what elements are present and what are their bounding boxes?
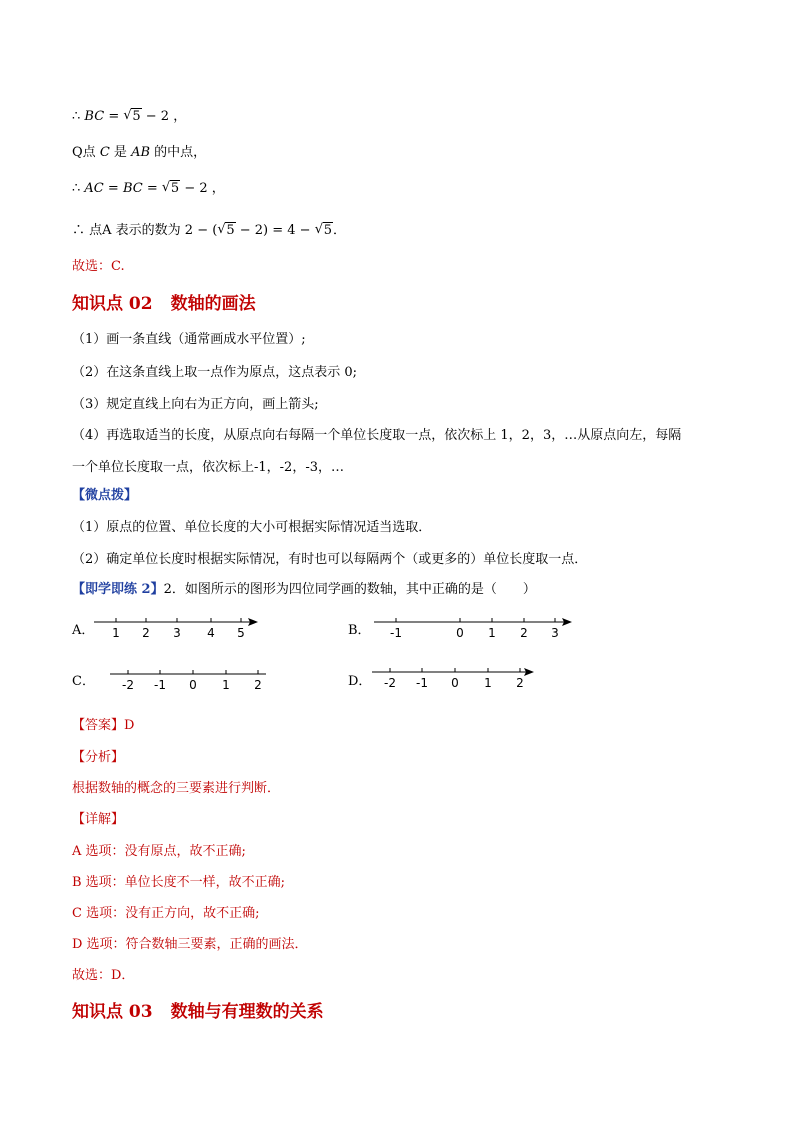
section-02-number: 知识点 02 bbox=[72, 294, 153, 314]
because-text-b: 是 bbox=[113, 145, 127, 160]
axis-tick-label: 1 bbox=[222, 678, 230, 692]
tip-item-2: （2）确定单位长度时根据实际情况，有时也可以每隔两个（或更多的）单位长度取一点． bbox=[72, 552, 588, 567]
var-c: C bbox=[99, 145, 110, 160]
var-bc: BC bbox=[122, 181, 143, 196]
axis-tick-label: 0 bbox=[189, 678, 197, 692]
analysis-text: 根据数轴的概念的三要素进行判断． bbox=[72, 781, 281, 796]
option-b-letter: B． bbox=[348, 623, 371, 638]
axis-tick-label: 5 bbox=[237, 626, 245, 640]
sqrt-arg: 5 bbox=[132, 109, 141, 124]
proof-line-1 bbox=[72, 108, 186, 126]
var-bc: BC bbox=[84, 109, 105, 124]
answer-line bbox=[72, 717, 134, 735]
tip-label: 【微点拨】 bbox=[72, 488, 138, 503]
because-text-a: 点 bbox=[82, 145, 96, 160]
step-4-cont: 一个单位长度取一点，依次标上-1，-2，-3，… bbox=[72, 460, 344, 475]
therefore-symbol: ∴ bbox=[72, 109, 81, 124]
detail-d: D 选项：符合数轴三要素，正确的画法． bbox=[72, 937, 308, 952]
sqrt-expression: √ 5 bbox=[161, 180, 180, 196]
axis-tick-label: 2 bbox=[142, 626, 150, 640]
because-text-c: 的中点， bbox=[154, 145, 207, 160]
option-c-ticks bbox=[122, 670, 262, 692]
option-c-axis bbox=[108, 664, 278, 698]
point-a-text: 点A 表示的数为 2 − ( bbox=[89, 223, 218, 238]
answer-label: 【答案】 bbox=[72, 718, 125, 733]
proof-line-3 bbox=[72, 180, 225, 198]
proof-choice: 故选：C. bbox=[72, 259, 125, 274]
option-a-axis bbox=[92, 612, 262, 646]
sqrt-arg: 5 bbox=[323, 223, 332, 238]
axis-tick-label: 1 bbox=[484, 676, 492, 690]
sqrt-expression: √ 5 bbox=[314, 222, 332, 238]
analysis-label: 【分析】 bbox=[72, 750, 125, 765]
option-a-ticks bbox=[112, 618, 245, 640]
exercise-line bbox=[72, 581, 536, 599]
detail-a: A 选项：没有原点，故不正确; bbox=[72, 844, 246, 859]
detail-label: 【详解】 bbox=[72, 812, 125, 827]
var-ac: AC bbox=[84, 181, 104, 196]
option-d-letter: D． bbox=[348, 674, 372, 689]
step-2: （2）在这条直线上取一点作为原点，这点表示 0; bbox=[72, 365, 358, 380]
option-b-ticks bbox=[390, 618, 559, 640]
axis-tick-label: 0 bbox=[456, 626, 464, 640]
detail-b: B 选项：单位长度不一样，故不正确; bbox=[72, 875, 286, 890]
option-d-ticks bbox=[384, 668, 524, 690]
minus-two: − 2 ， bbox=[145, 109, 187, 124]
axis-tick-label: 2 bbox=[520, 626, 528, 640]
axis-tick-label: -1 bbox=[416, 676, 428, 690]
answer-choice: 故选：D． bbox=[72, 968, 135, 983]
minus-two: − 2 ， bbox=[184, 181, 225, 196]
axis-tick-label: 4 bbox=[207, 626, 215, 640]
axis-tick-label: 1 bbox=[112, 626, 120, 640]
point-a-mid: − 2) = 4 − bbox=[239, 223, 311, 238]
sqrt-expression: √ 5 bbox=[217, 222, 235, 238]
option-a-letter: A． bbox=[72, 623, 95, 638]
var-ab: AB bbox=[131, 145, 151, 160]
equals: = bbox=[107, 181, 119, 196]
axis-tick-label: 3 bbox=[173, 626, 181, 640]
axis-tick-label: 0 bbox=[451, 676, 459, 690]
axis-tick-label: -1 bbox=[154, 678, 166, 692]
therefore-symbol: ∴ bbox=[72, 181, 81, 196]
exercise-text: 2．如图所示的图形为四位同学画的数轴，其中正确的是（ ） bbox=[163, 582, 536, 597]
option-b-axis bbox=[372, 612, 582, 646]
axis-tick-label: -2 bbox=[122, 678, 134, 692]
proof-line-4 bbox=[72, 222, 346, 240]
section-02-heading bbox=[72, 293, 256, 315]
step-1: （1）画一条直线（通常画成水平位置）; bbox=[72, 332, 306, 347]
section-03-number: 知识点 03 bbox=[72, 1002, 153, 1022]
axis-tick-label: 2 bbox=[516, 676, 524, 690]
because-symbol: Q bbox=[72, 145, 83, 160]
answer-value: D bbox=[124, 718, 135, 733]
tip-item-1: （1）原点的位置、单位长度的大小可根据实际情况适当选取． bbox=[72, 520, 432, 535]
sqrt-arg: 5 bbox=[170, 181, 180, 196]
axis-tick-label: 2 bbox=[254, 678, 262, 692]
axis-tick-label: 1 bbox=[488, 626, 496, 640]
equals: = bbox=[146, 181, 158, 196]
step-3: （3）规定直线上向右为正方向，画上箭头; bbox=[72, 397, 319, 412]
sqrt-arg: 5 bbox=[226, 223, 235, 238]
detail-c: C 选项：没有正方向，故不正确; bbox=[72, 906, 260, 921]
axis-tick-label: 3 bbox=[551, 626, 559, 640]
axis-tick-label: -2 bbox=[384, 676, 396, 690]
option-c-letter: C． bbox=[72, 674, 95, 689]
period: ． bbox=[332, 223, 346, 238]
section-03-title: 数轴与有理数的关系 bbox=[170, 1002, 324, 1022]
axis-tick-label: -1 bbox=[390, 626, 402, 640]
step-4: （4）再选取适当的长度，从原点向右每隔一个单位长度取一点，依次标上 1，2，3，…从原点向左，每隔 bbox=[72, 428, 682, 443]
equals: = bbox=[108, 109, 120, 124]
sqrt-expression: √ 5 bbox=[123, 108, 141, 124]
exercise-label: 【即学即练 2】 bbox=[72, 582, 164, 597]
therefore-symbol: ∴ bbox=[72, 223, 86, 238]
section-02-title: 数轴的画法 bbox=[170, 294, 256, 314]
section-03-heading bbox=[72, 1001, 324, 1023]
option-d-axis bbox=[370, 662, 550, 696]
proof-line-2 bbox=[72, 144, 206, 162]
